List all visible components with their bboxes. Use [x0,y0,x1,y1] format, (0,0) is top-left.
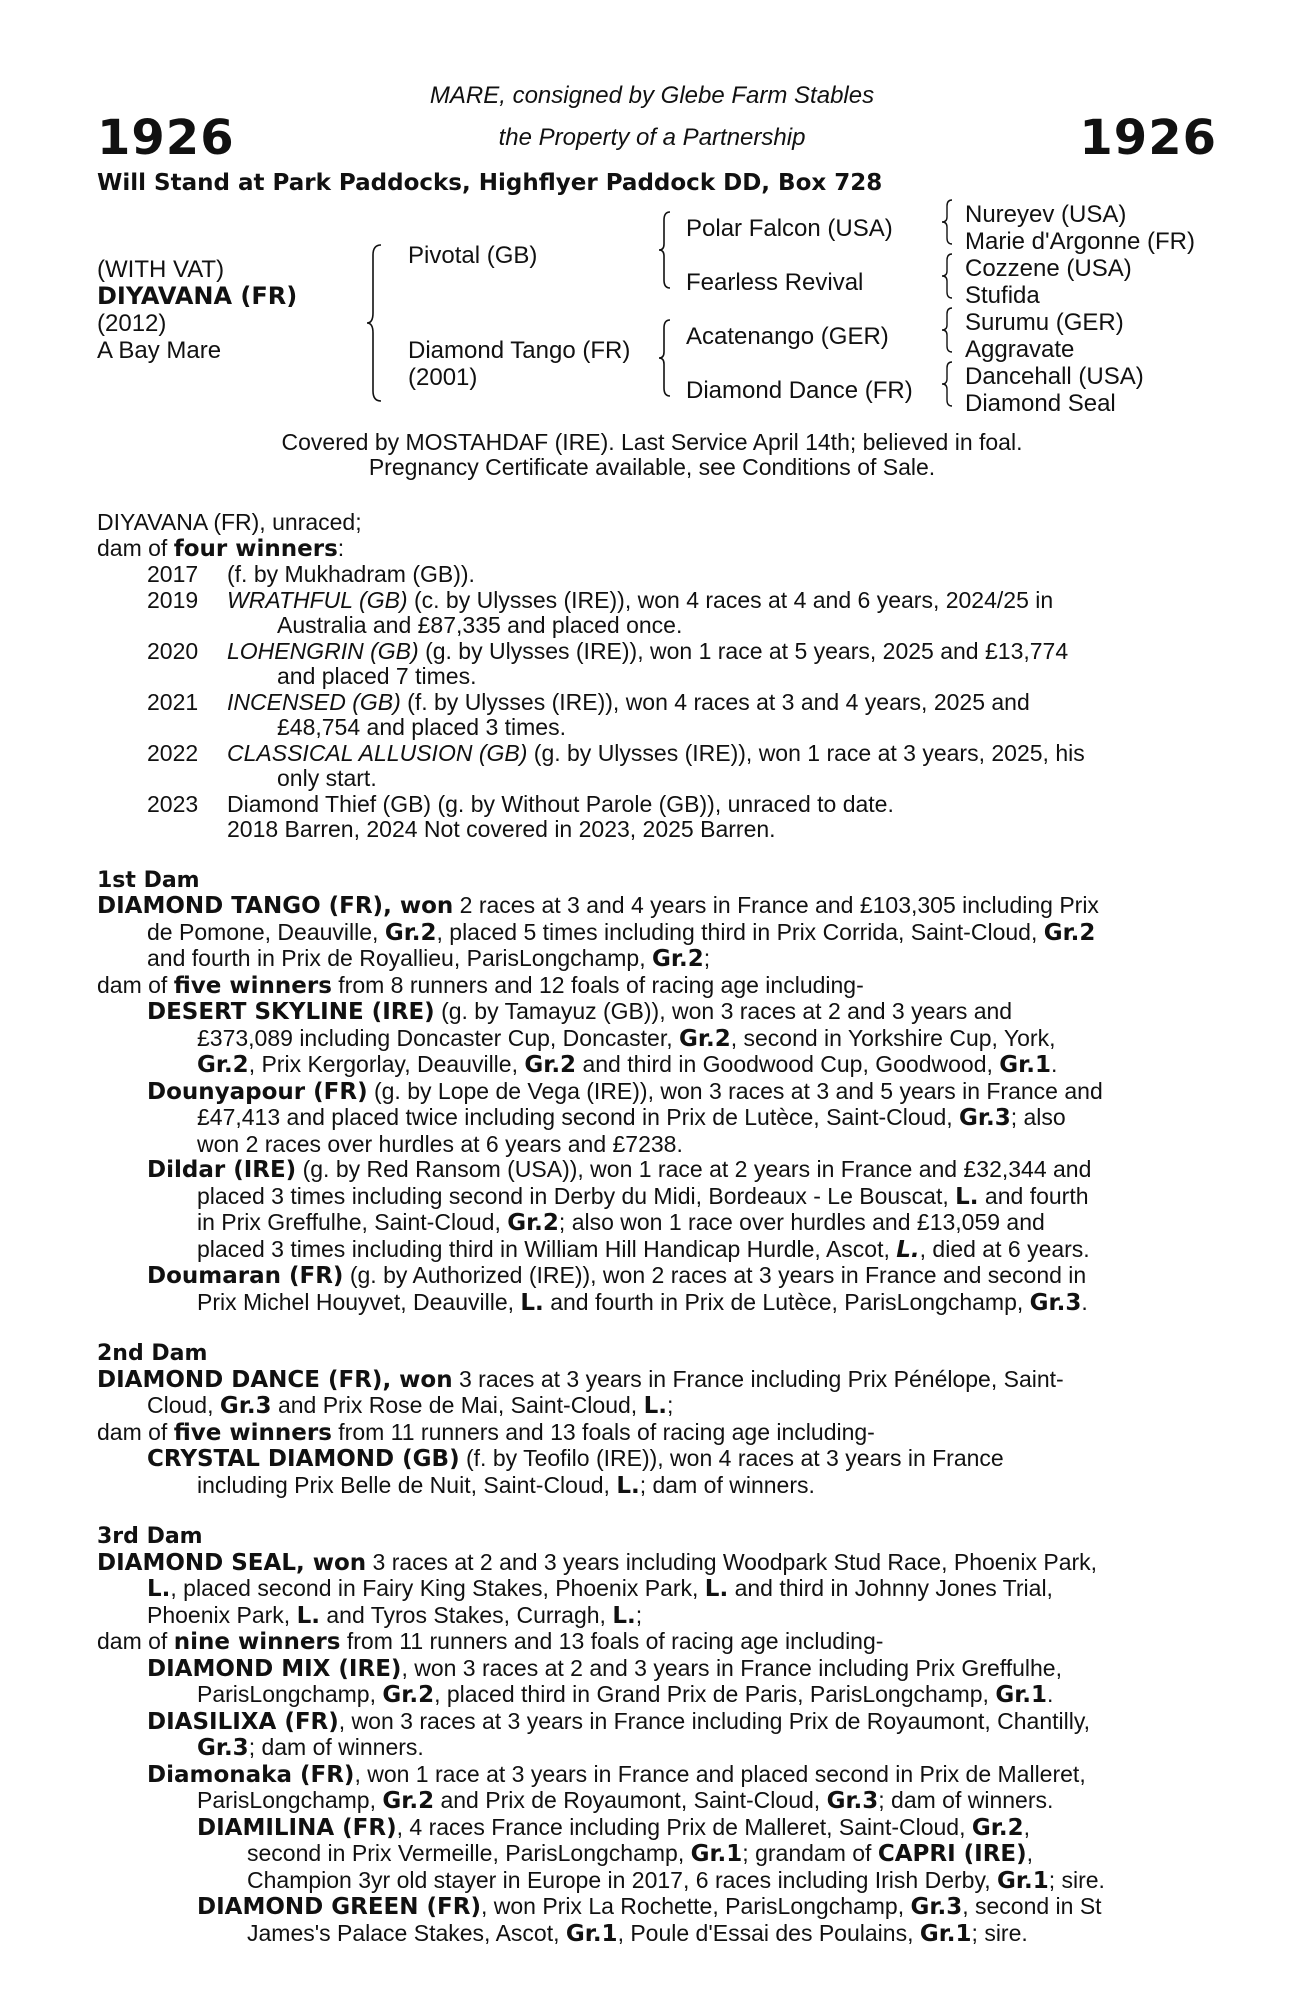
covering-line-2: Pregnancy Certificate available, see Conditions of Sale. [368,454,936,480]
dam2-progeny-1: CRYSTAL DIAMOND (GB) (f. by Teofilo (IRE)), won 4 races at 3 years in France including Prix Belle de Nuit, Saint-Cloud, L.; dam of winners. [147,1445,1004,1499]
catalogue-page [97,0,1217,2000]
produce-barren: 2018 Barren, 2024 Not covered in 2023, 2025 Barren. [227,816,776,842]
dam3-grandprogeny-1: DIAMILINA (FR), 4 races France including Prix de Malleret, Saint-Cloud, Gr.2, second in Prix Vermeille, ParisLongchamp, Gr.1; grandam of CAPRI (IRE), Champion 3yr old stayer in Europe in 2017, 6 races including Irish Derby, Gr.1; sire. [197,1813,1105,1894]
dam1-progeny-3: Dildar (IRE) (g. by Red Ransom (USA)), won 1 race at 2 years in France and £32,344 and placed 3 times including second in Derby du Midi, Bordeaux - Le Bouscat, L. and fourth in Prix Greffulhe, Saint-Cloud, Gr.2; also won 1 race over hurdles and £13,059 and placed 3 times including third in William Hill Handicap Hurdle, Ascot, L., died at 6 years. [147,1156,1092,1263]
dam2-record: DIAMOND DANCE (FR), won 3 races at 3 years in France including Prix Pénélope, Saint- Cloud, Gr.3 and Prix Rose de Mai, Saint-Cloud, L.; [97,1365,1064,1419]
produce-item: 2020 LOHENGRIN (GB) (g. by Ulysses (IRE)), won 1 race at 5 years, 2025 and £13,774 and placed 7 times. [147,637,1069,689]
dam2-heading: 2nd Dam [97,1341,208,1366]
pedigree-brace-g3-4 [940,360,954,408]
covering-info [97,430,1207,480]
dam3-record: DIAMOND SEAL, won 3 races at 2 and 3 years including Woodpark Stud Race, Phoenix Park, L., placed second in Fairy King Stakes, Phoenix Park, L. and third in Johnny Jones Trial, Phoenix Park, L. and Tyros Stakes, Curragh, L.; [97,1548,1098,1629]
dam3-grandprogeny-2: DIAMOND GREEN (FR), won Prix La Rochette, ParisLongchamp, Gr.3, second in St James's Palace Stakes, Ascot, Gr.1, Poule d'Essai des Poulains, Gr.1; sire. [197,1893,1102,1947]
produce-item: 2019 WRATHFUL (GB) (c. by Ulysses (IRE)), won 4 races at 4 and 6 years, 2024/25 in Australia and £87,335 and placed once. [147,586,1054,638]
covering-line-1: Covered by MOSTAHDAF (IRE). Last Service April 14th; believed in foal. [281,429,1023,455]
pedigree-dam-year: (2001) [408,364,478,391]
pedigree-g3-1: Nureyev (USA) [965,201,1127,228]
lot-number-right: 1926 [1079,110,1217,166]
pedigree-g3-3: Cozzene (USA) [965,255,1132,282]
produce-item: 2022 CLASSICAL ALLUSION (GB) (g. by Ulysses (IRE)), won 1 race at 3 years, 2025, his only start. [147,739,1085,791]
dam2-dam-of: dam of five winners from 11 runners and 13 foals of racing age including- [97,1418,875,1446]
pedigree-brace-sire [657,210,673,290]
pedigree-sire-sire: Polar Falcon (USA) [686,215,893,242]
pedigree-g3-6: Aggravate [965,336,1075,363]
dam1-heading: 1st Dam [97,867,200,893]
pedigree-details [97,510,1207,1947]
pedigree-brace-g3-1 [940,198,954,246]
consignment-line-2: the Property of a Partnership [498,124,806,151]
pedigree-sire-dam: Fearless Revival [686,269,864,296]
dam1-dam-of: dam of five winners from 8 runners and 12 foals of racing age including- [97,971,864,999]
produce-item: 2017 (f. by Mukhadram (GB)). [147,561,475,587]
lot-number-left: 1926 [97,110,235,166]
dam3-progeny-3: Diamonaka (FR), won 1 race at 3 years in France and placed second in Prix de Malleret, ParisLongchamp, Gr.2 and Prix de Royaumont, Saint-Cloud, Gr.3; dam of winners. [147,1760,1086,1814]
dam3-heading: 3rd Dam [97,1524,203,1549]
pedigree-brace-g3-2 [940,252,954,300]
produce-item: 2023 Diamond Thief (GB) (g. by Without Parole (GB)), unraced to date. [147,790,894,817]
dam3-dam-of: dam of nine winners from 11 runners and 13 foals of racing age including- [97,1628,884,1655]
pedigree-g3-8: Diamond Seal [965,390,1116,417]
consignment-line-1: MARE, consigned by Glebe Farm Stables [429,82,875,109]
pedigree-g3-5: Surumu (GER) [965,309,1124,336]
pedigree-dam: Diamond Tango (FR) [408,337,631,364]
produce-item: 2021 INCENSED (GB) (f. by Ulysses (IRE)), won 4 races at 3 and 4 years, 2025 and £48,754 and placed 3 times. [147,688,1030,740]
horse-name: DIYAVANA (FR) [97,282,298,310]
dam1-record: DIAMOND TANGO (FR), won 2 races at 3 and 4 years in France and £103,305 including Prix de Pomone, Deauville, Gr.2, placed 5 times including third in Prix Corrida, Saint-Cloud, Gr.2 and fourth in Prix de Royallieu, ParisLongchamp, Gr.2; [97,892,1099,972]
pedigree-brace-g3-3 [940,306,954,354]
produce-intro-1: DIYAVANA (FR), unraced; [97,509,362,535]
pedigree-g3-2: Marie d'Argonne (FR) [965,228,1195,255]
vat-label: (WITH VAT) [97,256,225,283]
pedigree-sire: Pivotal (GB) [408,242,538,269]
dam1-progeny-1: DESERT SKYLINE (IRE) (g. by Tamayuz (GB)), won 3 races at 2 and 3 years and £373,089 including Doncaster Cup, Doncaster, Gr.2, second in Yorkshire Cup, York, Gr.2, Prix Kergorlay, Deauville, Gr.2 and third in Goodwood Cup, Goodwood, Gr.1. [147,998,1058,1078]
pedigree-brace-dam [657,318,673,398]
horse-year: (2012) [97,310,167,337]
pedigree-g3-7: Dancehall (USA) [965,363,1144,390]
dam1-progeny-2: Dounyapour (FR) (g. by Lope de Vega (IRE)), won 3 races at 3 and 5 years in France and £47,413 and placed twice including second in Prix de Lutèce, Saint-Cloud, Gr.3; also won 2 races over hurdles at 6 years and £7238. [147,1077,1103,1157]
dam3-progeny-2: DIASILIXA (FR), won 3 races at 3 years in France including Prix de Royaumont, Chantilly, Gr.3; dam of winners. [147,1707,1091,1761]
dam1-progeny-4: Doumaran (FR) (g. by Authorized (IRE)), won 2 races at 3 years in France and second in Prix Michel Houyvet, Deauville, L. and fourth in Prix de Lutèce, ParisLongchamp, Gr.3. [147,1262,1088,1316]
standing-location: Will Stand at Park Paddocks, Highflyer Paddock DD, Box 728 [97,170,883,196]
pedigree-dam-sire: Acatenango (GER) [686,323,889,350]
pedigree-g3-4: Stufida [965,282,1040,309]
pedigree-dam-dam: Diamond Dance (FR) [686,377,913,404]
pedigree-brace-main [365,243,385,403]
produce-intro-2: dam of four winners: [97,534,345,562]
dam3-progeny-1: DIAMOND MIX (IRE), won 3 races at 2 and 3 years in France including Prix Greffulhe, ParisLongchamp, Gr.2, placed third in Grand Prix de Paris, ParisLongchamp, Gr.1. [147,1654,1062,1708]
horse-description: A Bay Mare [97,337,222,364]
